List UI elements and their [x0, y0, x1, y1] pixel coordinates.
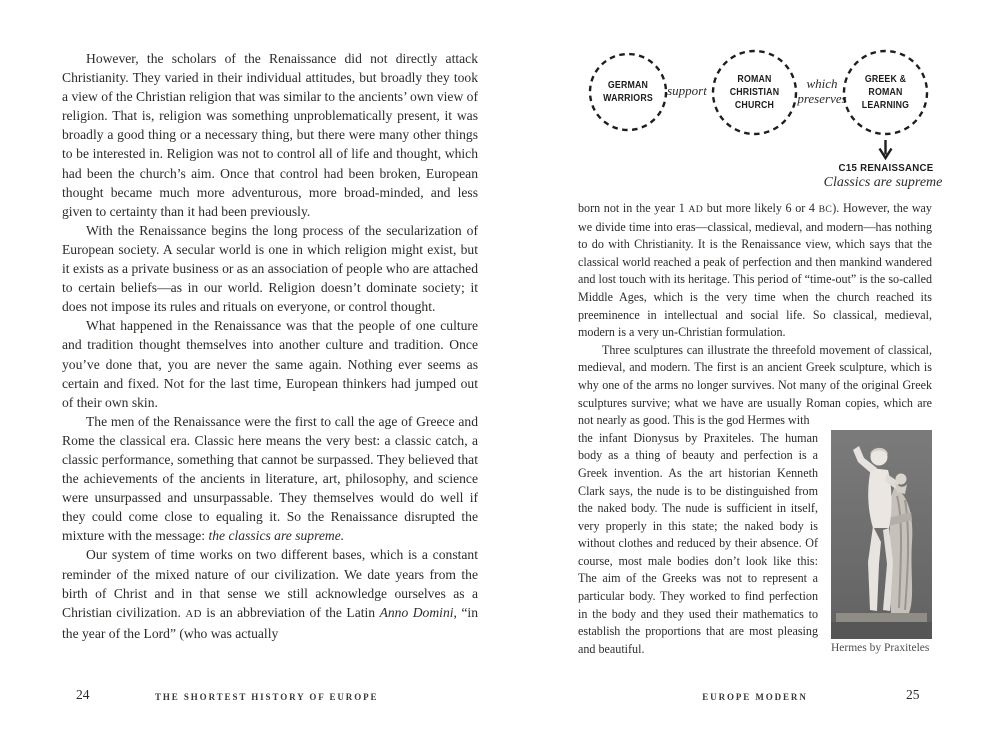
- small-caps-bc: BC: [818, 204, 833, 215]
- diagram-circle-label: ROMAN CHRISTIAN CHURCH: [729, 74, 780, 111]
- paragraph: [578, 200, 932, 342]
- diagram-circle-roman-christian-church: [711, 49, 798, 136]
- paragraph-text: Our system of time works on two different bases, which is a constant reminder of the mixed nature of our civilization. We date years from the birth of Christ and in that sense we still acknowledge ourselves as a Christian civilization.: [62, 547, 478, 620]
- small-caps-ad: AD: [185, 607, 202, 620]
- diagram-result-title: C15 RENAISSANCE: [838, 162, 934, 174]
- left-running-footer: THE SHORTEST HISTORY OF EUROPE: [155, 692, 379, 702]
- italic-phrase: the classics are supreme.: [208, 528, 345, 544]
- hermes-statue-image: [831, 430, 932, 639]
- italic-phrase: Anno Domini: [379, 604, 454, 620]
- diagram-circle-label: GREEK & ROMAN LEARNING: [861, 74, 910, 111]
- paragraph: [62, 412, 478, 546]
- paragraph: Three sculptures can illustrate the threefold movement of classical, medieval, and modern. The first is an ancient Greek sculpture, which is why one of the arms no longer survives. Not many of the original Greek sculptures survive; what we have are usually Roman copies, which are not nearly as good. This is the god Hermes with: [578, 342, 932, 428]
- diagram-circle-greek-roman-learning: [842, 49, 929, 136]
- figure-caption: Hermes by Praxiteles: [831, 641, 930, 654]
- paragraph-text: but more likely 6 or 4: [703, 201, 819, 215]
- paragraph-text: The men of the Renaissance were the first to call the age of Greece and Rome the classical era. Classic here means the very best: a classic catch, a classic performance, something that cannot be surpassed. They believed that the achievements of the ancients in literature, art, philosophy, and science were unsurpassed and unsurpassable. They themselves would do well if they could come close to equaling it. So the Renaissance disrupted the mixture with the message:: [62, 413, 478, 544]
- paragraph: However, the scholars of the Renaissance did not directly attack Christianity. They varied in their individual attitudes, but broadly they took a view of the Christian religion that was similar to the ancients’ own view of religion. That is, religion was something unproblematically present, it was broadly a good thing or a necessary thing, but there were many other things to be interested in. Religion was not to control all of life and thought, which had been the church’s aim. Once that control had been broken, European thought became much more adventurous, more broad-minded, and less given to certainty than it had been previously.: [62, 51, 478, 219]
- paragraph-text: born not in the year 1: [578, 201, 689, 215]
- paragraph: [62, 545, 478, 642]
- paragraph-text: ). However, the way we divide time into eras—classical, medieval, and modern—has nothing to do with Christianity. It is the Renaissance view, which says that the classical world reached a peak of perfection and then mankind wandered and lost touch with its heritage. This period of “time-out” is the so-called Middle Ages, which is the very time when the church reached its preeminence in intellectual and social life. So classical, medieval, modern is a very un-Christian formulation.: [578, 201, 932, 340]
- paragraph-text: the infant Dionysus by Praxiteles. The human body as a thing of beauty and perfection is a Greek invention. As the art historian Kenneth Clark says, the nude is to be distinguished from the naked body. The nude is sufficient in itself, very properly in this state; the naked body is without clothes and reduced by their absence. Of course, most male bodies don’t look like this: The aim of the Greeks was not to represent a particular body. They worked to find perfection in the body and they used their mathematics to establish the proportions that are most pleasing and beautiful.: [578, 430, 818, 656]
- right-running-footer: EUROPE MODERN: [702, 692, 808, 702]
- left-page-text-column: [62, 49, 478, 643]
- right-page-text-column: [578, 200, 932, 659]
- hermes-figure: [831, 430, 932, 658]
- right-page-number: 25: [906, 687, 920, 702]
- small-caps-ad: AD: [688, 204, 704, 215]
- paragraph-text: , “in the year of the Lord” (who was actually: [62, 604, 479, 641]
- left-page-number: 24: [76, 687, 90, 702]
- paragraph: With the Renaissance begins the long process of the secularization of European society. A secular world is one in which religion might exist, but it exists as a private business or as an association of people who are attached to certain beliefs—as in our world. Religion doesn’t dominate society; it does not impose its rules and rituals on everyone, or control thought.: [62, 222, 478, 315]
- paragraph-with-figure: [578, 430, 932, 659]
- paragraph-text: is an abbreviation of the Latin: [201, 604, 380, 620]
- diagram-connector-which-preserves: which preserves: [797, 76, 847, 106]
- diagram-circle-label: GERMAN WARRIORS: [603, 80, 653, 104]
- paragraph: What happened in the Renaissance was that the people of one culture and tradition thought themselves into another culture and tradition. Once you’ve done that, you are never the same again. Nothing ever seems as certain and fixed. Not for the last time, European thinkers had jumped out of their own skin.: [62, 318, 478, 410]
- diagram-result-note: Classics are supreme: [823, 175, 943, 190]
- diagram-connector-support: support: [667, 83, 707, 98]
